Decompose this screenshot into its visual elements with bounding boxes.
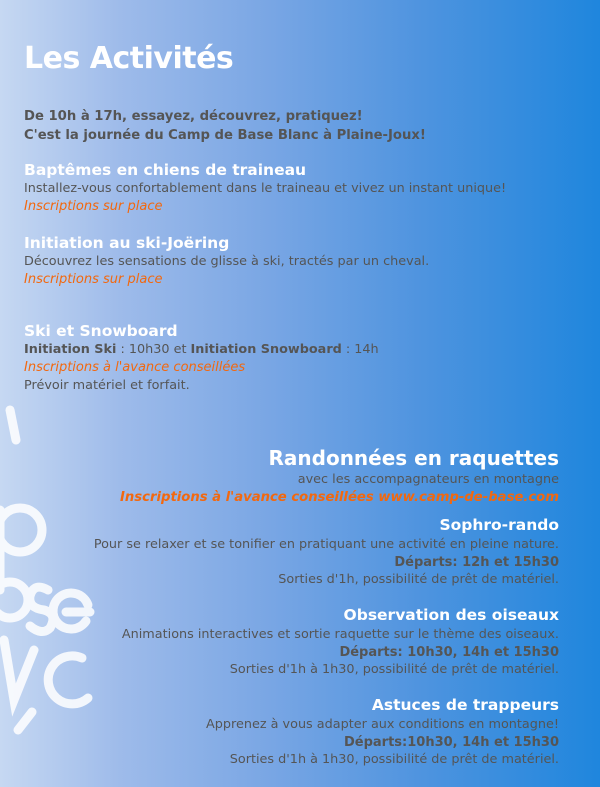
activity-departures: Départs: 10h30, 14h et 15h30 [339,645,559,660]
schedule-line [24,341,379,359]
registration-note: Inscriptions à l'avance conseillées [24,360,246,375]
registration-note: Inscriptions sur place [24,199,163,214]
ski-time: : 10h30 et [116,342,191,357]
activity-heading: Sophro-rando [439,516,559,534]
activity-departures: Départs:10h30, 14h et 15h30 [343,735,559,750]
raquettes-heading: Randonnées en raquettes [268,446,559,470]
intro-line-2: C'est la journée du Camp de Base Blanc à Plaine-Joux! [24,128,426,143]
activity-heading: Astuces de trappeurs [371,696,559,714]
activity-details: Sorties d'1h, possibilité de prêt de matériel. [278,572,559,587]
section-heading: Initiation au ski-Joëring [24,234,230,252]
activity-heading: Observation des oiseaux [343,606,559,624]
ski-label: Initiation Ski [24,342,117,357]
activity-sophro-rando [94,514,559,589]
raquettes-registration-link[interactable]: Inscriptions à l'avance conseillées www.camp-de-base.com [120,490,559,505]
section-heading: Baptêmes en chiens de traineau [24,161,307,179]
page-title: Les Activités [24,41,234,76]
activity-description: Animations interactives et sortie raquette sur le thème des oiseaux. [121,627,559,642]
activity-details: Sorties d'1h à 1h30, possibilité de prêt de matériel. [229,662,559,677]
raquettes-subheading: avec les accompagnateurs en montagne [297,472,559,487]
activity-description: Apprenez à vous adapter aux conditions en montagne! [206,717,559,732]
section-heading: Ski et Snowboard [24,322,178,340]
snowboard-time: : 14h [341,342,379,357]
activity-astuces-trappeurs [206,694,559,769]
activity-details: Sorties d'1h à 1h30, possibilité de prêt de matériel. [229,752,559,767]
intro-text [24,107,426,145]
activity-observation-oiseaux [122,604,559,679]
snowboard-label: Initiation Snowboard [190,342,342,357]
activity-departures: Départs: 12h et 15h30 [394,555,559,570]
intro-line-1: De 10h à 17h, essayez, découvrez, pratiquez! [24,109,363,124]
equipment-note: Prévoir matériel et forfait. [24,378,190,393]
activity-description: Pour se relaxer et se tonifier en pratiquant une activité en pleine nature. [93,537,559,552]
registration-note: Inscriptions sur place [24,272,163,287]
section-chiens-traineau [24,160,506,216]
section-ski-snowboard [24,321,379,395]
section-raquettes [120,445,559,507]
section-ski-joering [24,233,429,289]
section-description: Découvrez les sensations de glisse à ski, tractés par un cheval. [24,254,430,269]
section-description: Installez-vous confortablement dans le traineau et vivez un instant unique! [24,181,507,196]
